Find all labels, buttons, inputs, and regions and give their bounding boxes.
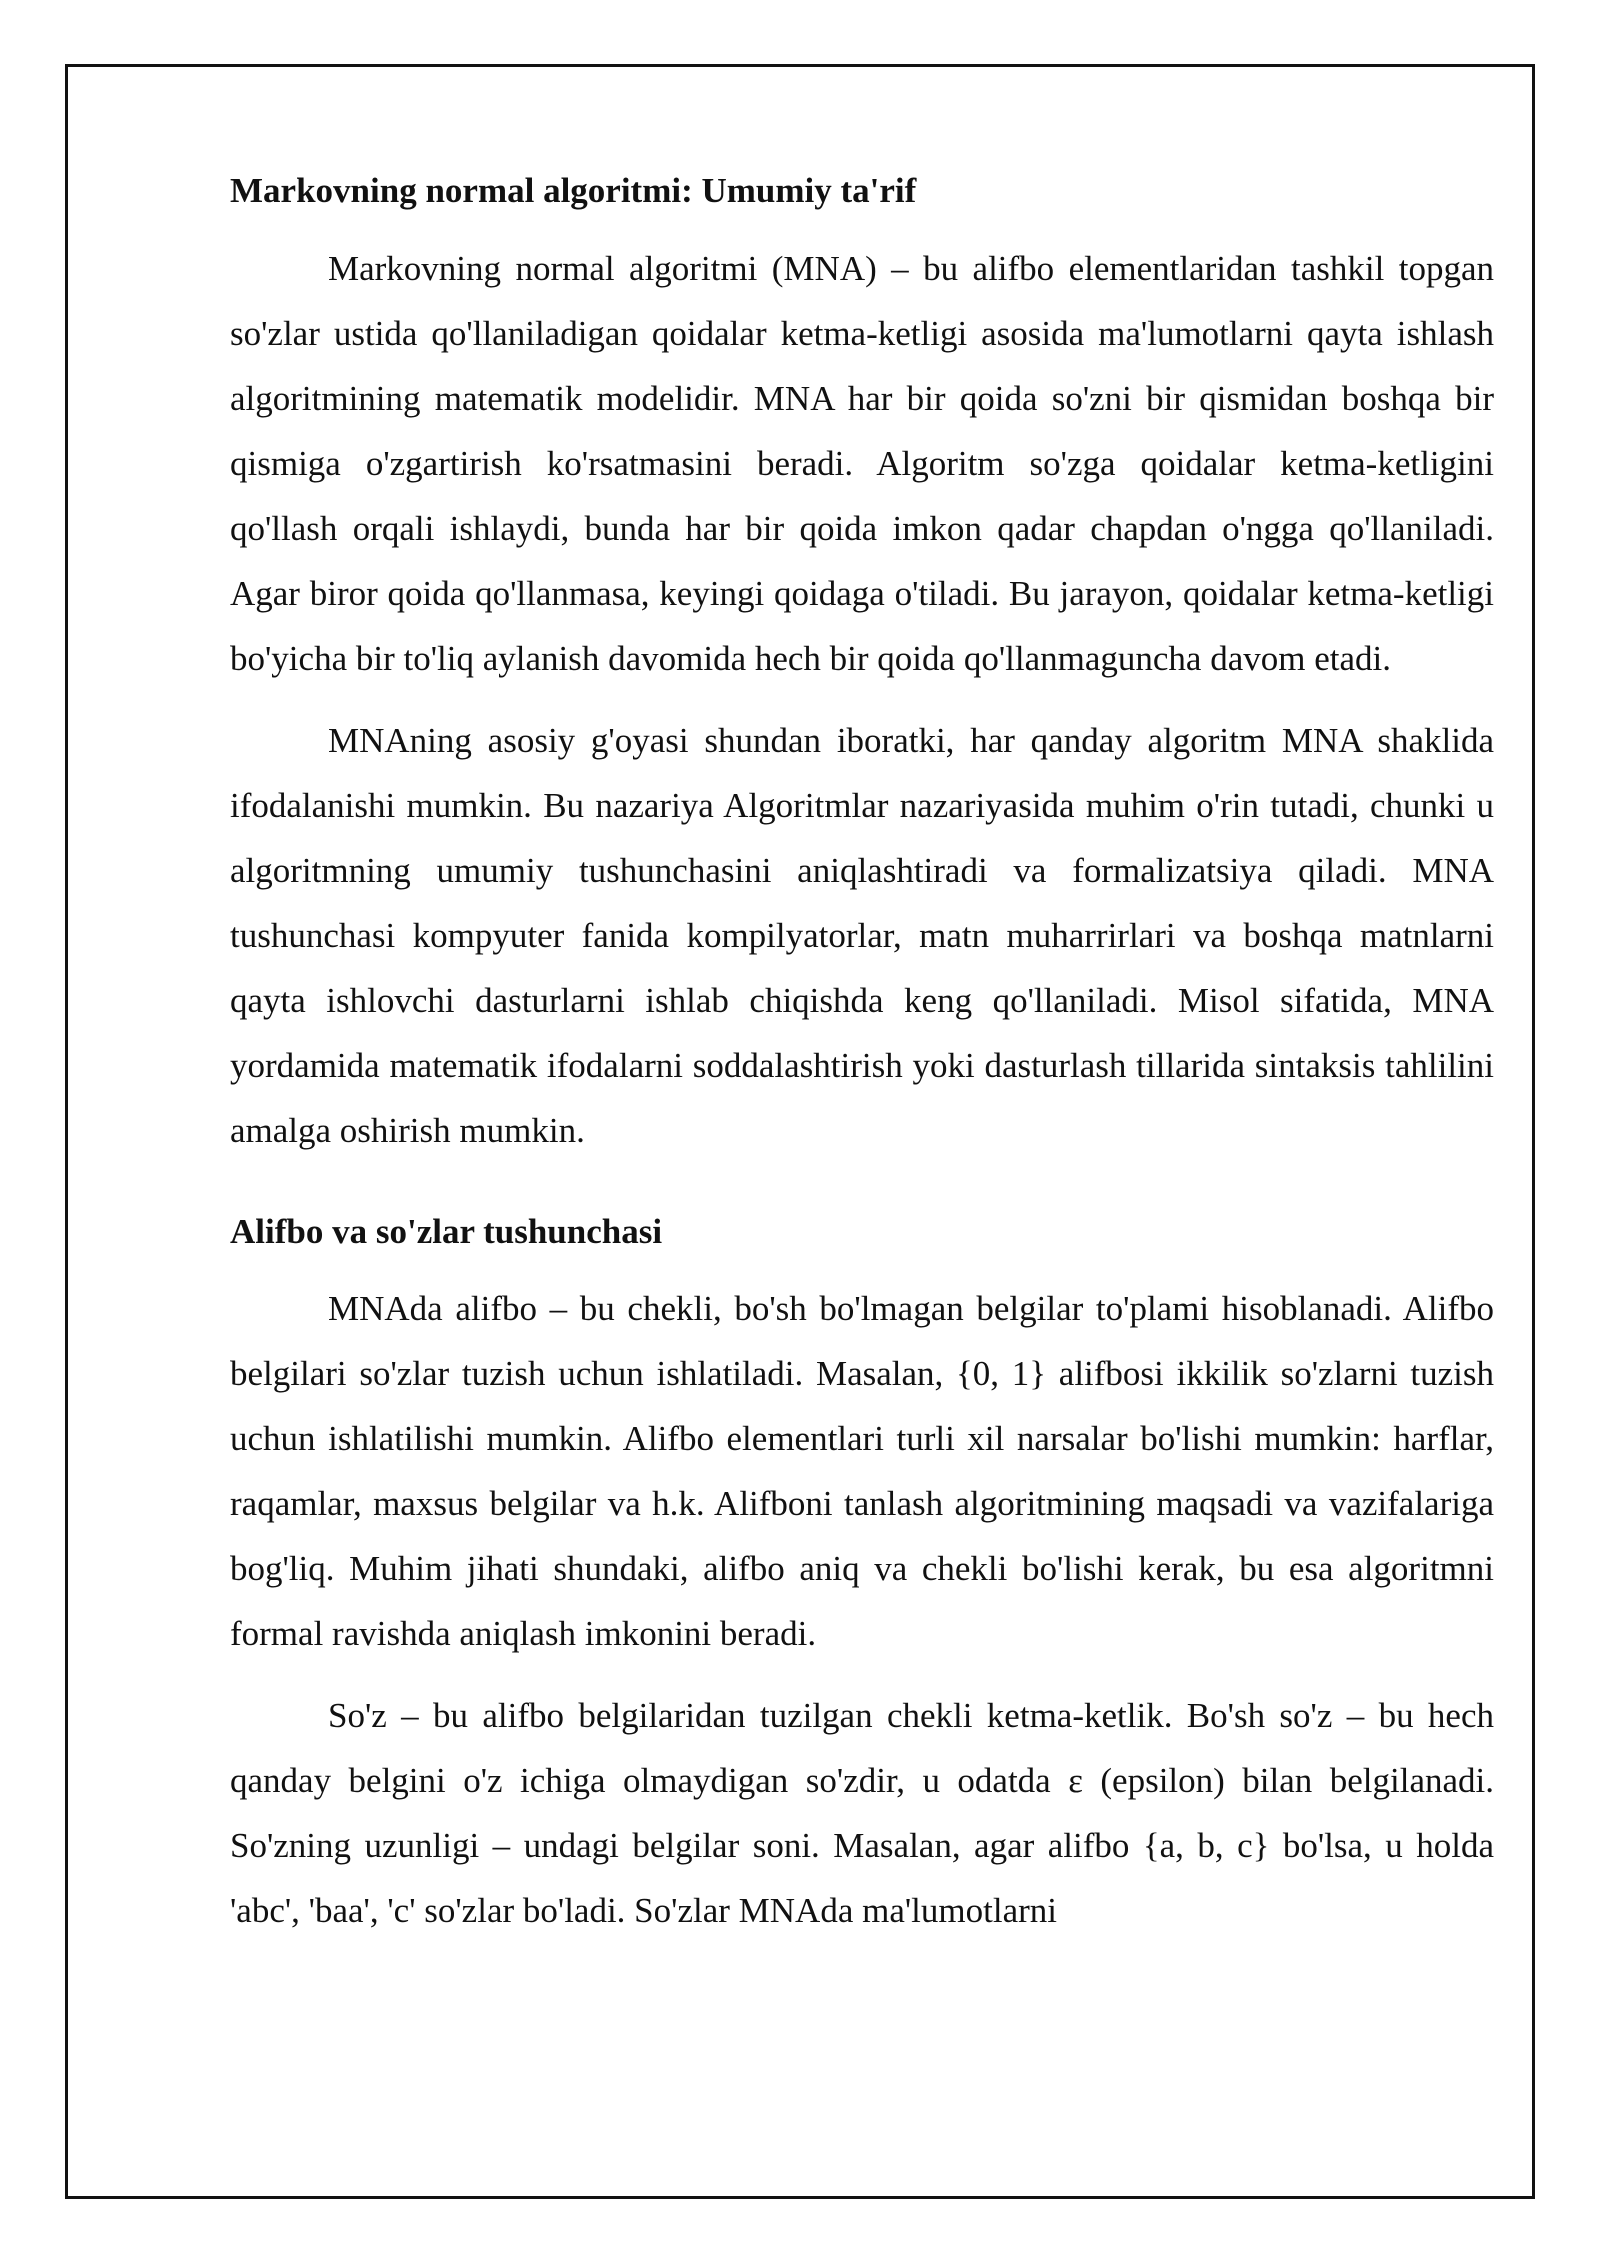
section-heading-definition: Markovning normal algoritmi: Umumiy ta'rif xyxy=(230,171,917,210)
document-body xyxy=(230,168,1494,1960)
paragraph-mna-definition: Markovning normal algoritmi (MNA) – bu alifbo elementlaridan tashkil topgan so'zlar ustida qo'llaniladigan qoidalar ketma-ketligi asosida ma'lumotlarni qayta ishlash algoritmining matematik modelidir. MNA har bir qoida so'zni bir qismidan boshqa bir qismiga o'zgartirish ko'rsatmasini beradi. Algoritm so'zga qoidalar ketma-ketligini qo'llash orqali ishlaydi, bunda har bir qoida imkon qadar chapdan o'ngga qo'llaniladi. Agar biror qoida qo'llanmasa, keyingi qoidaga o'tiladi. Bu jarayon, qoidalar ketma-ketligi bo'yicha bir to'liq aylanish davomida hech bir qoida qo'llanmaguncha davom etadi. xyxy=(230,248,1494,678)
paragraph-mna-idea: MNAning asosiy g'oyasi shundan iboratki, har qanday algoritm MNA shaklida ifodalanishi mumkin. Bu nazariya Algoritmlar nazariyasida muhim o'rin tutadi, chunki u algoritmning umumiy tushunchasini aniqlashtiradi va formalizatsiya qiladi. MNA tushunchasi kompyuter fanida kompilyatorlar, matn muharrirlari va boshqa matnlarni qayta ishlovchi dasturlarni ishlab chiqishda keng qo'llaniladi. Misol sifatida, MNA yordamida matematik ifodalarni soddalashtirish yoki dasturlash tillarida sintaksis tahlilini amalga oshirish mumkin. xyxy=(230,720,1494,1150)
paragraph-words: So'z – bu alifbo belgilaridan tuzilgan chekli ketma-ketlik. Bo'sh so'z – bu hech qanday belgini o'z ichiga olmaydigan so'zdir, u odatda ε (epsilon) bilan belgilanadi. So'zning uzunligi – undagi belgilar soni. Masalan, agar alifbo {a, b, c} bo'lsa, u holda 'abc', 'baa', 'c' so'zlar bo'ladi. So'zlar MNAda ma'lumotlarni xyxy=(230,1696,1494,1930)
paragraph-alphabet: MNAda alifbo – bu chekli, bo'sh bo'lmagan belgilar to'plami hisoblanadi. Alifbo belgilari so'zlar tuzish uchun ishlatiladi. Masalan, {0, 1} alifbosi ikkilik so'zlarni tuzish uchun ishlatilishi mumkin. Alifbo elementlari turli xil narsalar bo'lishi mumkin: harflar, raqamlar, maxsus belgilar va h.k. Alifboni tanlash algoritmining maqsadi va vazifalariga bog'liq. Muhim jihati shundaki, alifbo aniq va chekli bo'lishi kerak, bu esa algoritmni formal ravishda aniqlash imkonini beradi. xyxy=(230,1289,1494,1653)
section-heading-alphabet: Alifbo va so'zlar tushunchasi xyxy=(230,1211,663,1251)
